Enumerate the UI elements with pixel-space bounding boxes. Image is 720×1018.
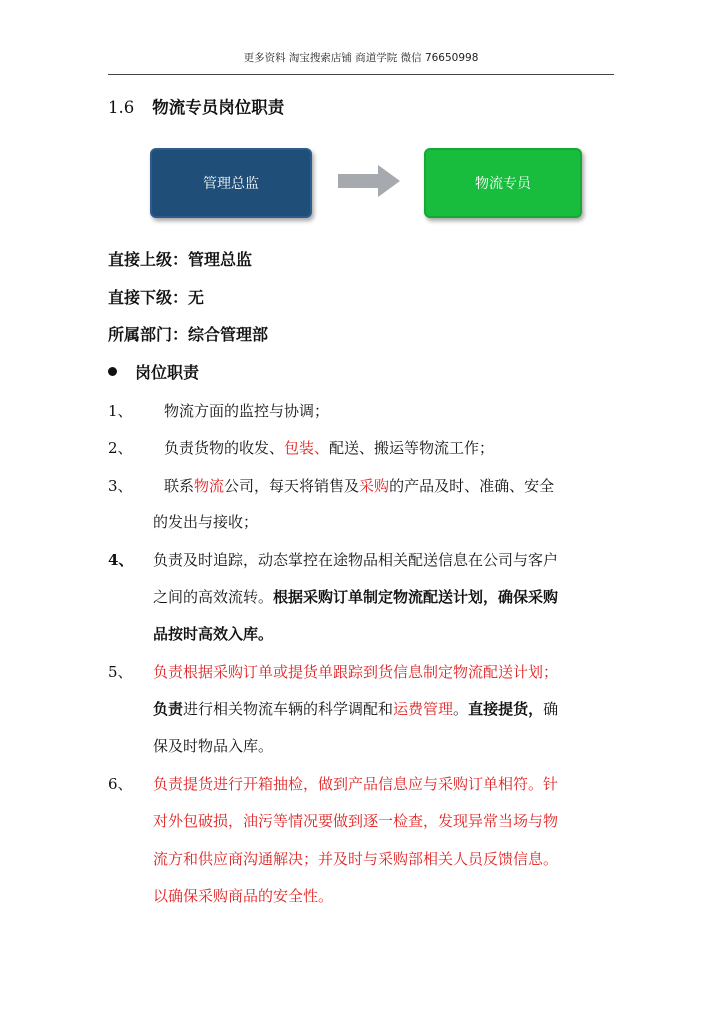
item-text: 对外包破损，油污等情况要做到逐一检查，发现异常当场与物 xyxy=(153,812,559,830)
bullet-icon xyxy=(108,367,117,376)
item-text: 物流方面的监控与协调； xyxy=(164,402,330,420)
diagram-box-logistics-label: 物流专员 xyxy=(475,176,531,192)
diagram-box-manager-label: 管理总监 xyxy=(203,176,259,192)
item-text: 负责根据采购订单或提货单跟踪到货信息制定物流配送计划； xyxy=(153,663,559,681)
item-text: 负责及时追踪，动态掌控在途物品相关配送信息在公司与客户 xyxy=(153,551,559,569)
item-text: 负责进行相关物流车辆的科学调配和运费管理。直接提货，确 xyxy=(153,700,559,718)
item-text: 保及时物品入库。 xyxy=(153,737,274,755)
arrow-right-icon xyxy=(338,165,400,197)
item-text: 流方和供应商沟通解决；并及时与采购部相关人员反馈信息。 xyxy=(153,850,559,868)
item-text: 负责提货进行开箱抽检，做到产品信息应与采购订单相符。针 xyxy=(153,775,559,793)
item-number: 5、 xyxy=(108,663,133,681)
section-heading: 物流专员岗位职责 xyxy=(152,98,285,117)
item-number: 1、 xyxy=(108,402,133,420)
direct-subordinate: 直接下级：无 xyxy=(108,288,205,307)
diagram-box-manager xyxy=(150,148,312,218)
item-text: 负责货物的收发、包装、配送、搬运等物流工作； xyxy=(164,439,495,457)
duties-heading-label: 岗位职责 xyxy=(135,363,200,382)
item-number: 3、 xyxy=(108,477,133,495)
item-number: 4、 xyxy=(108,551,134,569)
item-text: 之间的高效流转。根据采购订单制定物流配送计划，确保采购 xyxy=(153,588,559,606)
header-divider xyxy=(108,74,614,75)
section-number: 1.6 xyxy=(108,98,135,117)
section-title xyxy=(108,94,284,118)
item-number: 2、 xyxy=(108,439,133,457)
duties-heading xyxy=(108,360,199,383)
item-text: 以确保采购商品的安全性。 xyxy=(153,887,334,905)
department: 所属部门：综合管理部 xyxy=(108,325,269,344)
item-text: 品按时高效入库。 xyxy=(153,625,274,643)
item-text: 联系物流公司，每天将销售及采购的产品及时、准确、安全 xyxy=(164,477,555,495)
diagram-box-logistics xyxy=(424,148,582,218)
direct-superior: 直接上级：管理总监 xyxy=(108,250,253,269)
item-text: 的发出与接收； xyxy=(153,513,259,531)
item-number: 6、 xyxy=(108,775,133,793)
page-header: 更多资料 淘宝搜索店铺 商道学院 微信 76650998 xyxy=(243,52,479,64)
